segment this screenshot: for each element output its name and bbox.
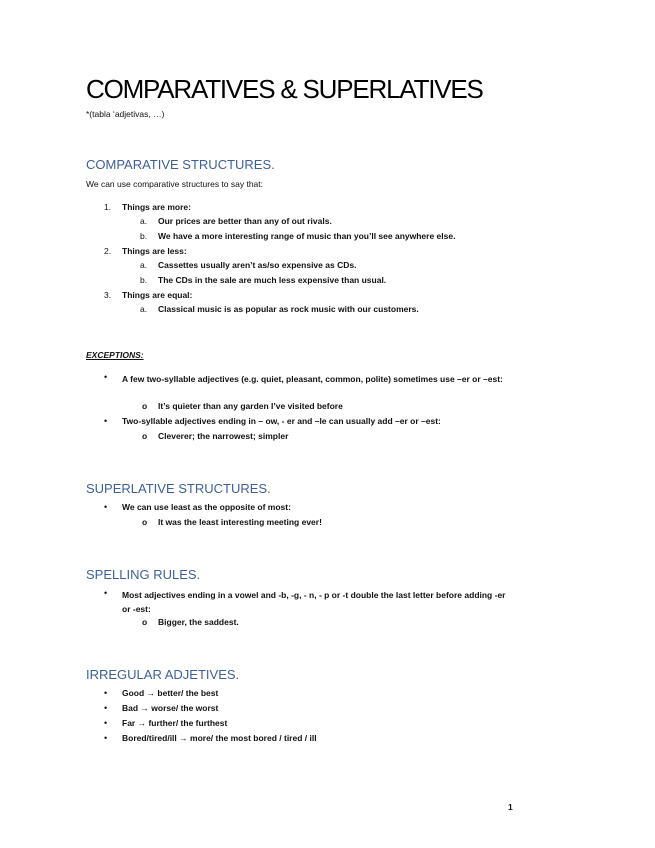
irregular-item: Far → further/ the furthest — [122, 718, 228, 728]
page-title: COMPARATIVES & SUPERLATIVES — [86, 74, 483, 104]
exception-example: It’s quieter than any garden I’ve visited before — [158, 401, 343, 411]
list-item-label: Things are less: — [122, 246, 187, 256]
list-marker: 1. — [104, 202, 112, 212]
sublist-item: Cassettes usually aren’t as/so expensive as CDs. — [158, 260, 357, 270]
spelling-heading: SPELLING RULES. — [86, 567, 201, 582]
list-marker: 3. — [104, 290, 112, 300]
sublist-item: The CDs in the sale are much less expensive than usual. — [158, 275, 387, 285]
irregular-item: Bored/tired/ill → more/ the most bored / tired / ill — [122, 733, 317, 743]
bullet: • — [104, 718, 108, 728]
superlative-item: We can use least as the opposite of most: — [122, 502, 291, 512]
list-marker: 2. — [104, 246, 112, 256]
sublist-marker: b. — [140, 275, 148, 285]
exception-item: Two-syllable adjectives ending in – ow, - er and –le can usually add –er or –est: — [122, 416, 441, 426]
list-item-label: Things are more: — [122, 202, 191, 212]
bullet: • — [104, 733, 108, 743]
list-item-label: Things are equal: — [122, 290, 193, 300]
bullet: • — [104, 502, 108, 512]
superlative-heading: SUPERLATIVE STRUCTURES. — [86, 481, 271, 496]
sub-bullet: o — [142, 431, 148, 441]
bullet: • — [104, 416, 108, 426]
sub-bullet: o — [142, 617, 148, 627]
spelling-example: Bigger, the saddest. — [158, 617, 239, 627]
irregular-heading: IRREGULAR ADJETIVES. — [86, 667, 240, 682]
sublist-item: Our prices are better than any of out rivals. — [158, 216, 332, 226]
sublist-marker: b. — [140, 231, 148, 241]
bullet: • — [104, 588, 108, 598]
superlative-example: It was the least interesting meeting ever! — [158, 517, 322, 527]
irregular-item: Good → better/ the best — [122, 688, 219, 698]
exceptions-heading: EXCEPTIONS: — [86, 350, 144, 360]
bullet: • — [104, 703, 108, 713]
sub-bullet: o — [142, 517, 148, 527]
comparative-intro: We can use comparative structures to say that: — [86, 179, 264, 189]
subtitle-note: *(tabla ‘adjetivas, …) — [86, 109, 165, 119]
page-number: 1 — [508, 802, 513, 812]
sublist-item: We have a more interesting range of music than you’ll see anywhere else. — [158, 231, 456, 241]
sublist-item: Classical music is as popular as rock music with our customers. — [158, 304, 419, 314]
sub-bullet: o — [142, 401, 148, 411]
bullet: • — [104, 688, 108, 698]
sublist-marker: a. — [140, 304, 148, 314]
exception-example: Cleverer; the narrowest; simpler — [158, 431, 289, 441]
comparative-heading: COMPARATIVE STRUCTURES. — [86, 157, 275, 172]
sublist-marker: a. — [140, 216, 148, 226]
sublist-marker: a. — [140, 260, 148, 270]
spelling-item: Most adjectives ending in a vowel and -b, -g, - n, - p or -t double the last letter before adding -er or -est: — [122, 590, 506, 614]
exception-item: A few two-syllable adjectives (e.g. quiet, pleasant, common, polite) sometimes use –er or –est: — [122, 374, 503, 384]
irregular-item: Bad → worse/ the worst — [122, 703, 219, 713]
bullet: • — [104, 372, 108, 382]
